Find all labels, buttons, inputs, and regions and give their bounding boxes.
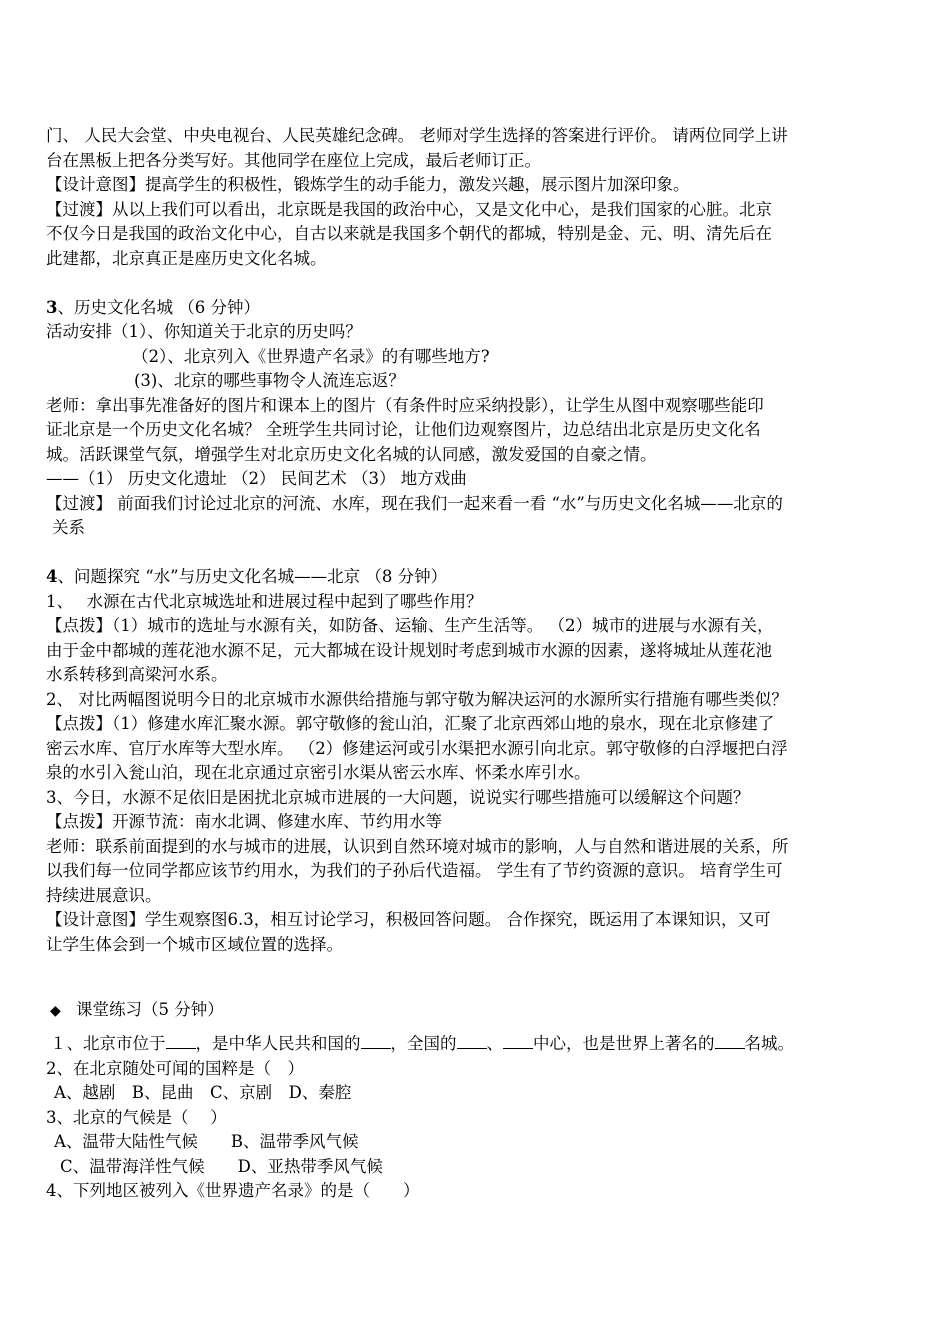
practice-q1-text-f: 名城。: [744, 1034, 794, 1053]
transition-1-line-3: 此建都，北京真正是座历史文化名城。: [46, 248, 327, 268]
answer-blank-3[interactable]: [457, 1031, 487, 1049]
practice-question-3-options-1: A、温带大陆性气候 B、温带季风气候: [54, 1132, 359, 1151]
section-4-heading: [46, 565, 908, 590]
section-4-teacher-line-1: 老师：联系前面提到的水与城市的进展，认识到自然环境对城市的影响，人与自然和谐进展的关系，所: [46, 836, 789, 856]
question-3: 3、今日，水源不足依旧是困扰北京城市进展的一大问题，说说实行哪些措施可以缓解这个问题？: [46, 787, 750, 807]
section-3-heading: [46, 296, 908, 321]
design-intent-2-line-2: 让学生体会到一个城市区域位置的选择。: [46, 934, 343, 954]
design-intent-1: 【设计意图】提高学生的积极性，锻炼学生的动手能力，激发兴趣，展示图片加深印象。: [46, 175, 690, 194]
diamond-bullet-icon: ◆: [50, 1002, 61, 1019]
spacer: [46, 982, 908, 998]
hint-1-line-2: 由于金中都城的莲花池水源不足，元大都城在设计规划时考虑到城市水源的因素，遂将城址从莲花池: [46, 640, 772, 660]
practice-q1-text-e: 中心，也是世界上著名的: [533, 1034, 715, 1053]
section-3-teacher-line-2: 证北京是一个历史文化名城？ 全班学生共同讨论，让他们边观察图片，边总结出北京是历史文化名: [46, 420, 761, 439]
section-3-activity-1: 活动安排（1）、你知道关于北京的历史吗？: [46, 322, 362, 341]
answer-blank-1[interactable]: [166, 1031, 196, 1049]
question-1: 1、 水源在古代北京城选址和进展过程中起到了哪些作用？: [46, 591, 483, 611]
hint-2-line-1: 【点拨】（1）修建水库汇聚水源。郭守敬修的瓮山泊，汇聚了北京西郊山地的泉水，现在北京修建了: [46, 714, 775, 733]
section-3-teacher-line-3: 城。活跃课堂气氛，增强学生对北京历史文化名城的认同感，激发爱国的自豪之情。: [46, 444, 657, 464]
document-page: [46, 124, 908, 1204]
spacer: [46, 541, 908, 566]
practice-question-4: 4、下列地区被列入《世界遗产名录》的是（ ）: [46, 1181, 420, 1200]
practice-question-1: [46, 1031, 908, 1057]
practice-question-3: 3、北京的气候是（ ）: [46, 1107, 227, 1127]
spacer: [46, 271, 908, 296]
intro-line-2: 台在黑板上把各分类写好。其他同学在座位上完成，最后老师订正。: [46, 150, 541, 170]
section-3-teacher-line-1: 老师：拿出事先准备好的图片和课本上的图片（有条件时应采纳投影），让学生从图中观察哪些能印: [46, 395, 764, 415]
section-4-number: 4: [46, 567, 58, 586]
practice-heading-text: 课堂练习（5 分钟）: [76, 999, 224, 1019]
design-intent-2-line-1: 【设计意图】学生观察图6.3，相互讨论学习，积极回答问题。 合作探究，既运用了本课知识，又可: [46, 910, 771, 929]
practice-question-3-options-2: C、温带海洋性气候 D、亚热带季风气候: [60, 1156, 383, 1176]
practice-question-2: 2、在北京随处可闻的国粹是（ ）: [46, 1058, 304, 1078]
section-3-number: 3: [46, 297, 58, 317]
transition-1-line-1: 【过渡】从以上我们可以看出，北京既是我国的政治中心，又是文化中心，是我们国家的心脏。北京: [46, 199, 772, 219]
answer-blank-4[interactable]: [503, 1031, 533, 1049]
spacer: [46, 957, 908, 982]
section-3-summary: ——（1） 历史文化遗址 （2） 民间艺术 （3） 地方戏曲: [46, 469, 467, 488]
practice-heading: [46, 998, 908, 1024]
transition-1-line-2: 不仅今日是我国的政治文化中心，自古以来就是我国多个朝代的都城，特别是金、元、明、清先后在: [46, 224, 772, 243]
practice-q1-text-c: ，全国的: [390, 1034, 457, 1053]
section-3-transition-line-1: 【过渡】 前面我们讨论过北京的河流、水库，现在我们一起来看一看 “水”与历史文化名城——北京的: [46, 493, 783, 513]
answer-blank-5[interactable]: [715, 1031, 745, 1049]
intro-line-1: 门、 人民大会堂、中央电视台、人民英雄纪念碑。 老师对学生选择的答案进行评价。 请两位同学上讲: [46, 126, 788, 145]
practice-q1-text-a: １、北京市位于: [50, 1034, 166, 1053]
section-3-transition-line-2: 关系: [52, 518, 85, 537]
hint-2-line-2: 密云水库、官厅水库等大型水库。 （2）修建运河或引水渠把水源引向北京。郭守敬修的白浮堰把白浮: [46, 738, 788, 758]
section-3-title: 、历史文化名城 （6 分钟）: [57, 297, 260, 317]
practice-question-2-options: A、越剧 B、昆曲 C、京剧 D、秦腔: [54, 1083, 352, 1102]
practice-q1-text-d: 、: [486, 1034, 503, 1053]
hint-2-line-3: 泉的水引入瓮山泊，现在北京通过京密引水渠从密云水库、怀柔水库引水。: [46, 763, 591, 782]
hint-1-line-3: 水系转移到高梁河水系。: [46, 665, 228, 684]
answer-blank-2[interactable]: [361, 1031, 391, 1049]
section-4-title: 、问题探究 “水”与历史文化名城——北京 （8 分钟）: [57, 567, 448, 586]
section-4-teacher-line-3: 持续进展意识。: [46, 885, 162, 905]
section-4-teacher-line-2: 以我们每一位同学都应该节约用水，为我们的子孙后代造福。 学生有了节约资源的意识。 培育学生可: [46, 861, 783, 880]
section-3-activity-3: (3)、北京的哪些事物令人流连忘返？: [134, 371, 405, 390]
section-3-activity-2: （2）、北京列入《世界遗产名录》的有哪些地方?: [132, 346, 490, 366]
hint-1-line-1: 【点拨】（1）城市的选址与水源有关，如防备、运输、生产生活等。 （2）城市的进展与水源有关，: [46, 616, 774, 635]
question-2: 2、 对比两幅图说明今日的北京城市水源供给措施与郭守敬为解决运河的水源所实行措施有哪些类似？: [46, 689, 788, 709]
practice-q1-text-b: ，是中华人民共和国的: [195, 1034, 361, 1053]
hint-3: 【点拨】开源节流：南水北调、修建水库、节约用水等: [46, 812, 442, 831]
